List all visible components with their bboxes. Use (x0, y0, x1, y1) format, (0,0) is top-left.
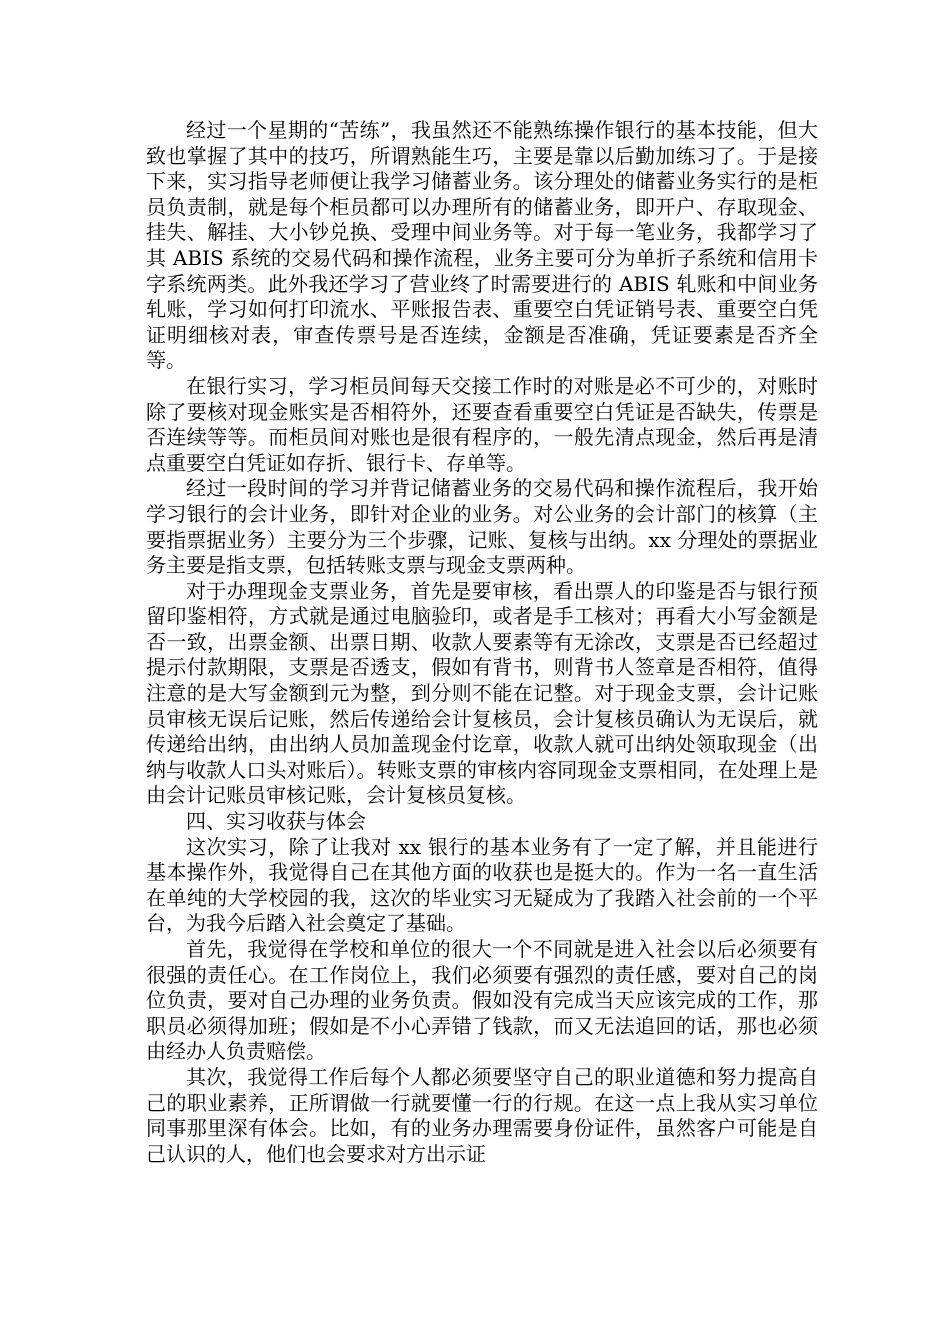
paragraph-responsibility: 首先，我觉得在学校和单位的很大一个不同就是进入社会以后必须要有很强的责任心。在工作岗位上，我们必须要有强烈的责任感，要对自己的岗位负责，要对自己办理的业务负责。假如没有完成当天应该完成的工作，那职员必须得加班；假如是不小心弄错了钱款，而又无法追回的话，那也必须由经办人负责赔偿。 (146, 937, 818, 1064)
document-page (146, 118, 818, 1167)
paragraph-cash-check: 对于办理现金支票业务，首先是要审核，看出票人的印鉴是否与银行预留印鉴相符，方式就是通过电脑验印，或者是手工核对；再看大小写金额是否一致，出票金额、出票日期、收款人要素等有无涂改，支票是否已经超过提示付款期限，支票是否透支，假如有背书，则背书人签章是否相符，值得注意的是大写金额到元为整，到分则不能在记整。对于现金支票，会计记账员审核无误后记账，然后传递给会计复核员，会计复核员确认为无误后，就传递给出纳，由出纳人员加盖现金付讫章，收款人就可出纳处领取现金（出纳与收款人口头对账后）。转账支票的审核内容同现金支票相同，在处理上是由会计记账员审核记账，会计复核员复核。 (146, 578, 818, 808)
section-heading: 四、实习收获与体会 (186, 809, 366, 834)
paragraph-reconciliation: 在银行实习，学习柜员间每天交接工作时的对账是必不可少的，对账时除了要核对现金账实是否相符外，还要查看重要空白凭证是否缺失，传票是否连续等等。而柜员间对账也是很有程序的，一般先清点现金，然后再是清点重要空白凭证如存折、银行卡、存单等。 (146, 373, 818, 475)
paragraph-accounting-business: 经过一段时间的学习并背记储蓄业务的交易代码和操作流程后，我开始学习银行的会计业务，即针对企业的业务。对公业务的会计部门的核算（主要指票据业务）主要分为三个步骤，记账、复核与出纳。xx 分理处的票据业务主要是指支票，包括转账支票与现金支票两种。 (146, 476, 818, 578)
paragraph-professional-ethics: 其次，我觉得工作后每个人都必须要坚守自己的职业道德和努力提高自己的职业素养，正所谓做一行就要懂一行的行规。在这一点上我从实习单位同事那里深有体会。比如，有的业务办理需要身份证件，虽然客户可能是自己认识的人，他们也会要求对方出示证 (146, 1064, 818, 1166)
paragraph-teller-training: 经过一个星期的“苦练”，我虽然还不能熟练操作银行的基本技能，但大致也掌握了其中的技巧，所谓熟能生巧，主要是靠以后勤加练习了。于是接下来，实习指导老师便让我学习储蓄业务。该分理处的储蓄业务实行的是柜员负责制，就是每个柜员都可以办理所有的储蓄业务，即开户、存取现金、挂失、解挂、大小钞兑换、受理中间业务等。对于每一笔业务，我都学习了其 ABIS 系统的交易代码和操作流程，业务主要可分为单折子系统和信用卡字系统两类。此外我还学习了营业终了时需要进行的 ABIS 轧账和中间业务轧账，学习如何打印流水、平账报告表、重要空白凭证销号表、重要空白凭证明细核对表，审查传票号是否连续，金额是否准确，凭证要素是否齐全等。 (146, 118, 818, 373)
paragraph-internship-summary: 这次实习，除了让我对 xx 银行的基本业务有了一定了解，并且能进行基本操作外，我觉得自己在其他方面的收获也是挺大的。作为一名一直生活在单纯的大学校园的我，这次的毕业实习无疑成为了我踏入社会前的一个平台，为我今后踏入社会奠定了基础。 (146, 834, 818, 936)
